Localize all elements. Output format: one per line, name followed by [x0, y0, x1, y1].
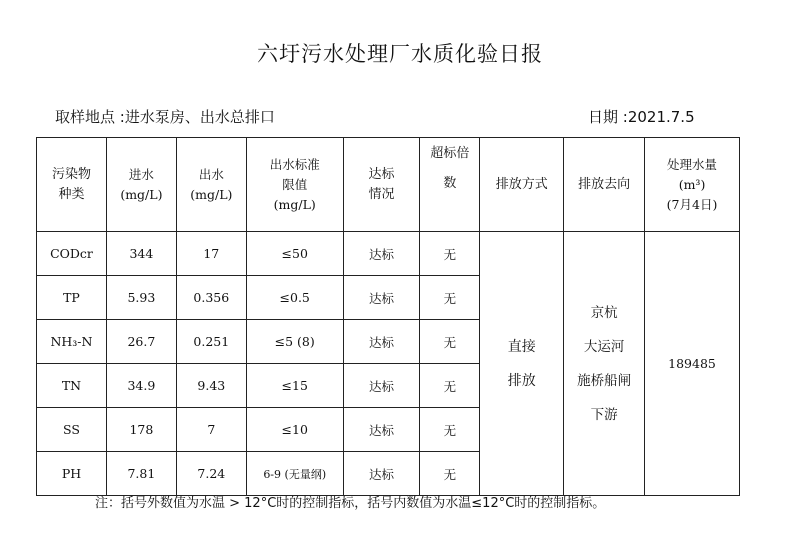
pollutant-name: NH₃-N: [37, 320, 107, 364]
influent-value: 5.93: [106, 276, 176, 320]
exceed-value: 无: [420, 232, 480, 276]
limit-value: ≤0.5: [246, 276, 343, 320]
limit-value: ≤10: [246, 408, 343, 452]
pollutant-name: CODcr: [37, 232, 107, 276]
pollutant-name: TN: [37, 364, 107, 408]
compliance-status: 达标: [343, 364, 420, 408]
discharge-method-cell: 直接 排放: [480, 232, 564, 496]
header-compliance: 达标 情况: [343, 138, 420, 232]
header-row: [37, 138, 740, 232]
sampling-location: 取样地点 :进水泵房、出水总排口: [55, 108, 275, 126]
influent-value: 178: [106, 408, 176, 452]
limit-value: ≤5 (8): [246, 320, 343, 364]
pollutant-name: PH: [37, 452, 107, 496]
influent-value: 7.81: [106, 452, 176, 496]
effluent-value: 0.251: [176, 320, 246, 364]
compliance-status: 达标: [343, 232, 420, 276]
effluent-value: 7.24: [176, 452, 246, 496]
header-volume: 处理水量 (m³) (7月4日): [645, 138, 740, 232]
influent-value: 344: [106, 232, 176, 276]
exceed-value: 无: [420, 452, 480, 496]
table-row: [37, 232, 740, 276]
pollutant-name: SS: [37, 408, 107, 452]
discharge-dest-cell: 京杭 大运河 施桥船闸 下游: [564, 232, 645, 496]
effluent-value: 17: [176, 232, 246, 276]
influent-value: 34.9: [106, 364, 176, 408]
header-discharge-method: 排放方式: [480, 138, 564, 232]
exceed-value: 无: [420, 276, 480, 320]
limit-value: 6-9 (无量纲): [246, 452, 343, 496]
compliance-status: 达标: [343, 452, 420, 496]
compliance-status: 达标: [343, 320, 420, 364]
compliance-status: 达标: [343, 408, 420, 452]
header-effluent: 出水 (mg/L): [176, 138, 246, 232]
water-quality-table: [36, 137, 740, 496]
header-limit: 出水标准 限值 (mg/L): [246, 138, 343, 232]
footnote: 注：括号外数值为水温 > 12°C时的控制指标，括号内数值为水温≤12°C时的控制指标。: [95, 496, 606, 511]
report-title: 六圩污水处理厂水质化验日报: [257, 42, 543, 66]
header-influent: 进水 (mg/L): [106, 138, 176, 232]
effluent-value: 7: [176, 408, 246, 452]
exceed-value: 无: [420, 364, 480, 408]
limit-value: ≤15: [246, 364, 343, 408]
header-pollutant: 污染物 种类: [37, 138, 107, 232]
effluent-value: 9.43: [176, 364, 246, 408]
compliance-status: 达标: [343, 276, 420, 320]
volume-value: 189485: [645, 232, 740, 496]
effluent-value: 0.356: [176, 276, 246, 320]
exceed-value: 无: [420, 320, 480, 364]
report-date: 日期 :2021.7.5: [588, 108, 695, 126]
influent-value: 26.7: [106, 320, 176, 364]
exceed-value: 无: [420, 408, 480, 452]
header-discharge-dest: 排放去向: [564, 138, 645, 232]
limit-value: ≤50: [246, 232, 343, 276]
pollutant-name: TP: [37, 276, 107, 320]
header-exceed: 超标倍 数: [420, 138, 480, 232]
